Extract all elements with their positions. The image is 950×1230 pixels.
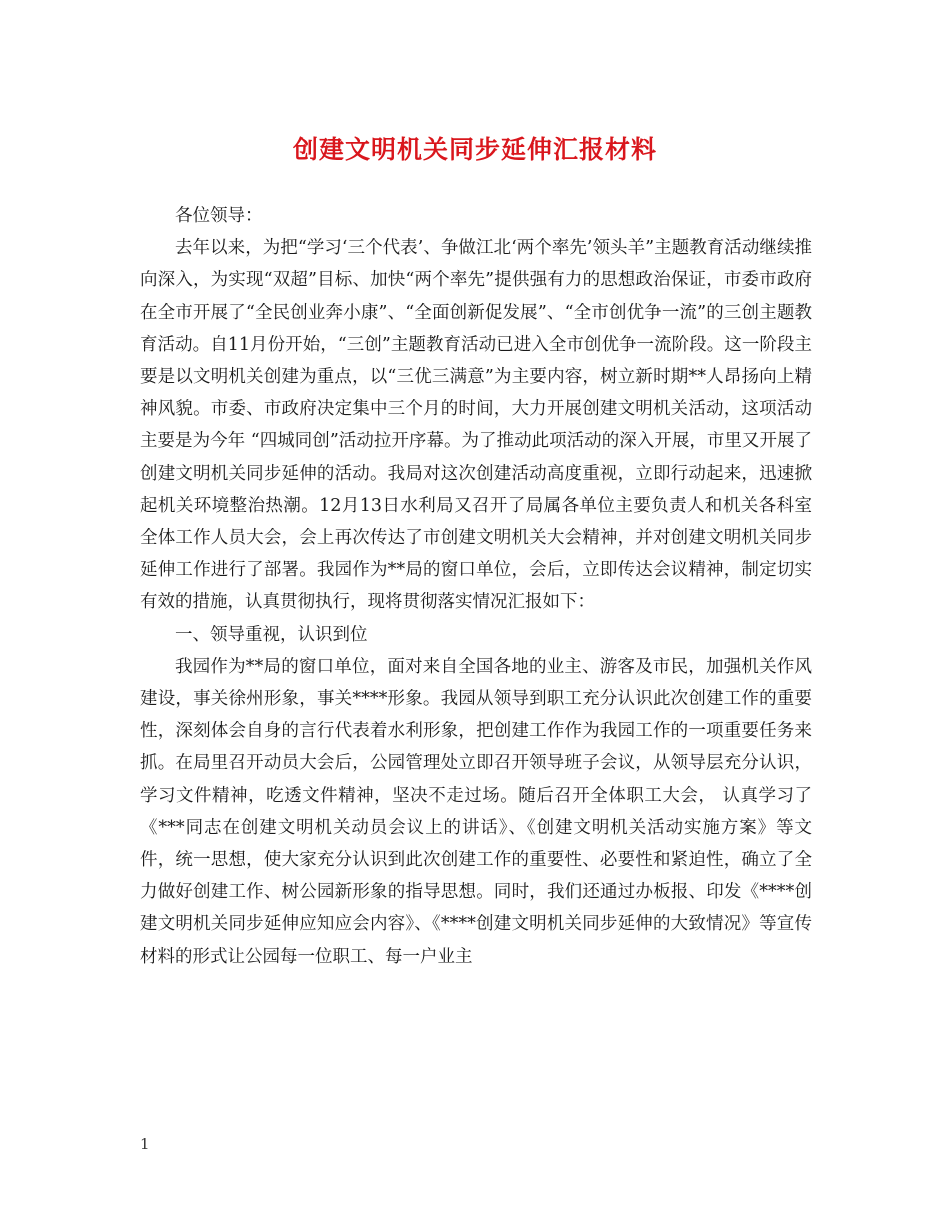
document-title: 创建文明机关同步延伸汇报材料 — [292, 135, 657, 164]
salutation: 各位领导： — [175, 206, 263, 226]
paragraph-intro: 去年以来，为把“学习‘三个代表’、争做江北‘两个率先’领头羊”主题教育活动继续推向深入，为实现“双超”目标、加快“两个率先”提供强有力的思想政治保证，市委市政府在全市开展了“全民创业奔小康”、“全面创新促发展”、“全市创优争一流”的三创主题教育活动。自11月份开始，“三创”主题教育活动已进入全市创优争一流阶段。这一阶段主要是以文明机关创建为重点，以“三优三满意”为主要内容，树立新时期**人昂扬向上精神风貌。市委、市政府决定集中三个月的时间，大力开展创建文明机关活动，这项活动主要是为今年 “四城同创”活动拉开序幕。为了推动此项活动的深入开展，市里又开展了创建文明机关同步延伸的活动。我局对这次创建活动高度重视，立即行动起来，迅速掀起机关环境整治热潮。12月13日水利局又召开了局属各单位主要负责人和机关各科室全体工作人员大会，会上再次传达了市创建文明机关大会精神，并对创建文明机关同步延伸工作进行了部署。我园作为**局的窗口单位，会后，立即传达会议精神，制定切实有效的措施，认真贯彻执行，现将贯彻落实情况汇报如下： — [140, 238, 812, 613]
section-heading: 一、领导重视，认识到位 — [175, 624, 368, 645]
document-body — [140, 200, 812, 973]
paragraph-section-one: 我园作为**局的窗口单位，面对来自全国各地的业主、游客及市民，加强机关作风建设，事关徐州形象，事关****形象。我园从领导到职工充分认识此次创建工作的重要性，深刻体会自身的言行代表着水利形象，把创建工作作为我园工作的一项重要任务来抓。在局里召开动员大会后，公园管理处立即召开领导班子会议，从领导层充分认识，学习文件精神，吃透文件精神，坚决不走过场。随后召开全体职工大会， 认真学习了《***同志在创建文明机关动员会议上的讲话》、《创建文明机关活动实施方案》等文件，统一思想，使大家充分认识到此次创建工作的重要性、必要性和紧迫性，确立了全力做好创建工作、树公园新形象的指导思想。同时，我们还通过办板报、印发《****创建文明机关同步延伸应知应会内容》、《****创建文明机关同步延伸的大致情况》等宣传材料的形式让公园每一位职工、每一户业主 — [140, 656, 812, 967]
page-number: 1 — [140, 1135, 150, 1153]
